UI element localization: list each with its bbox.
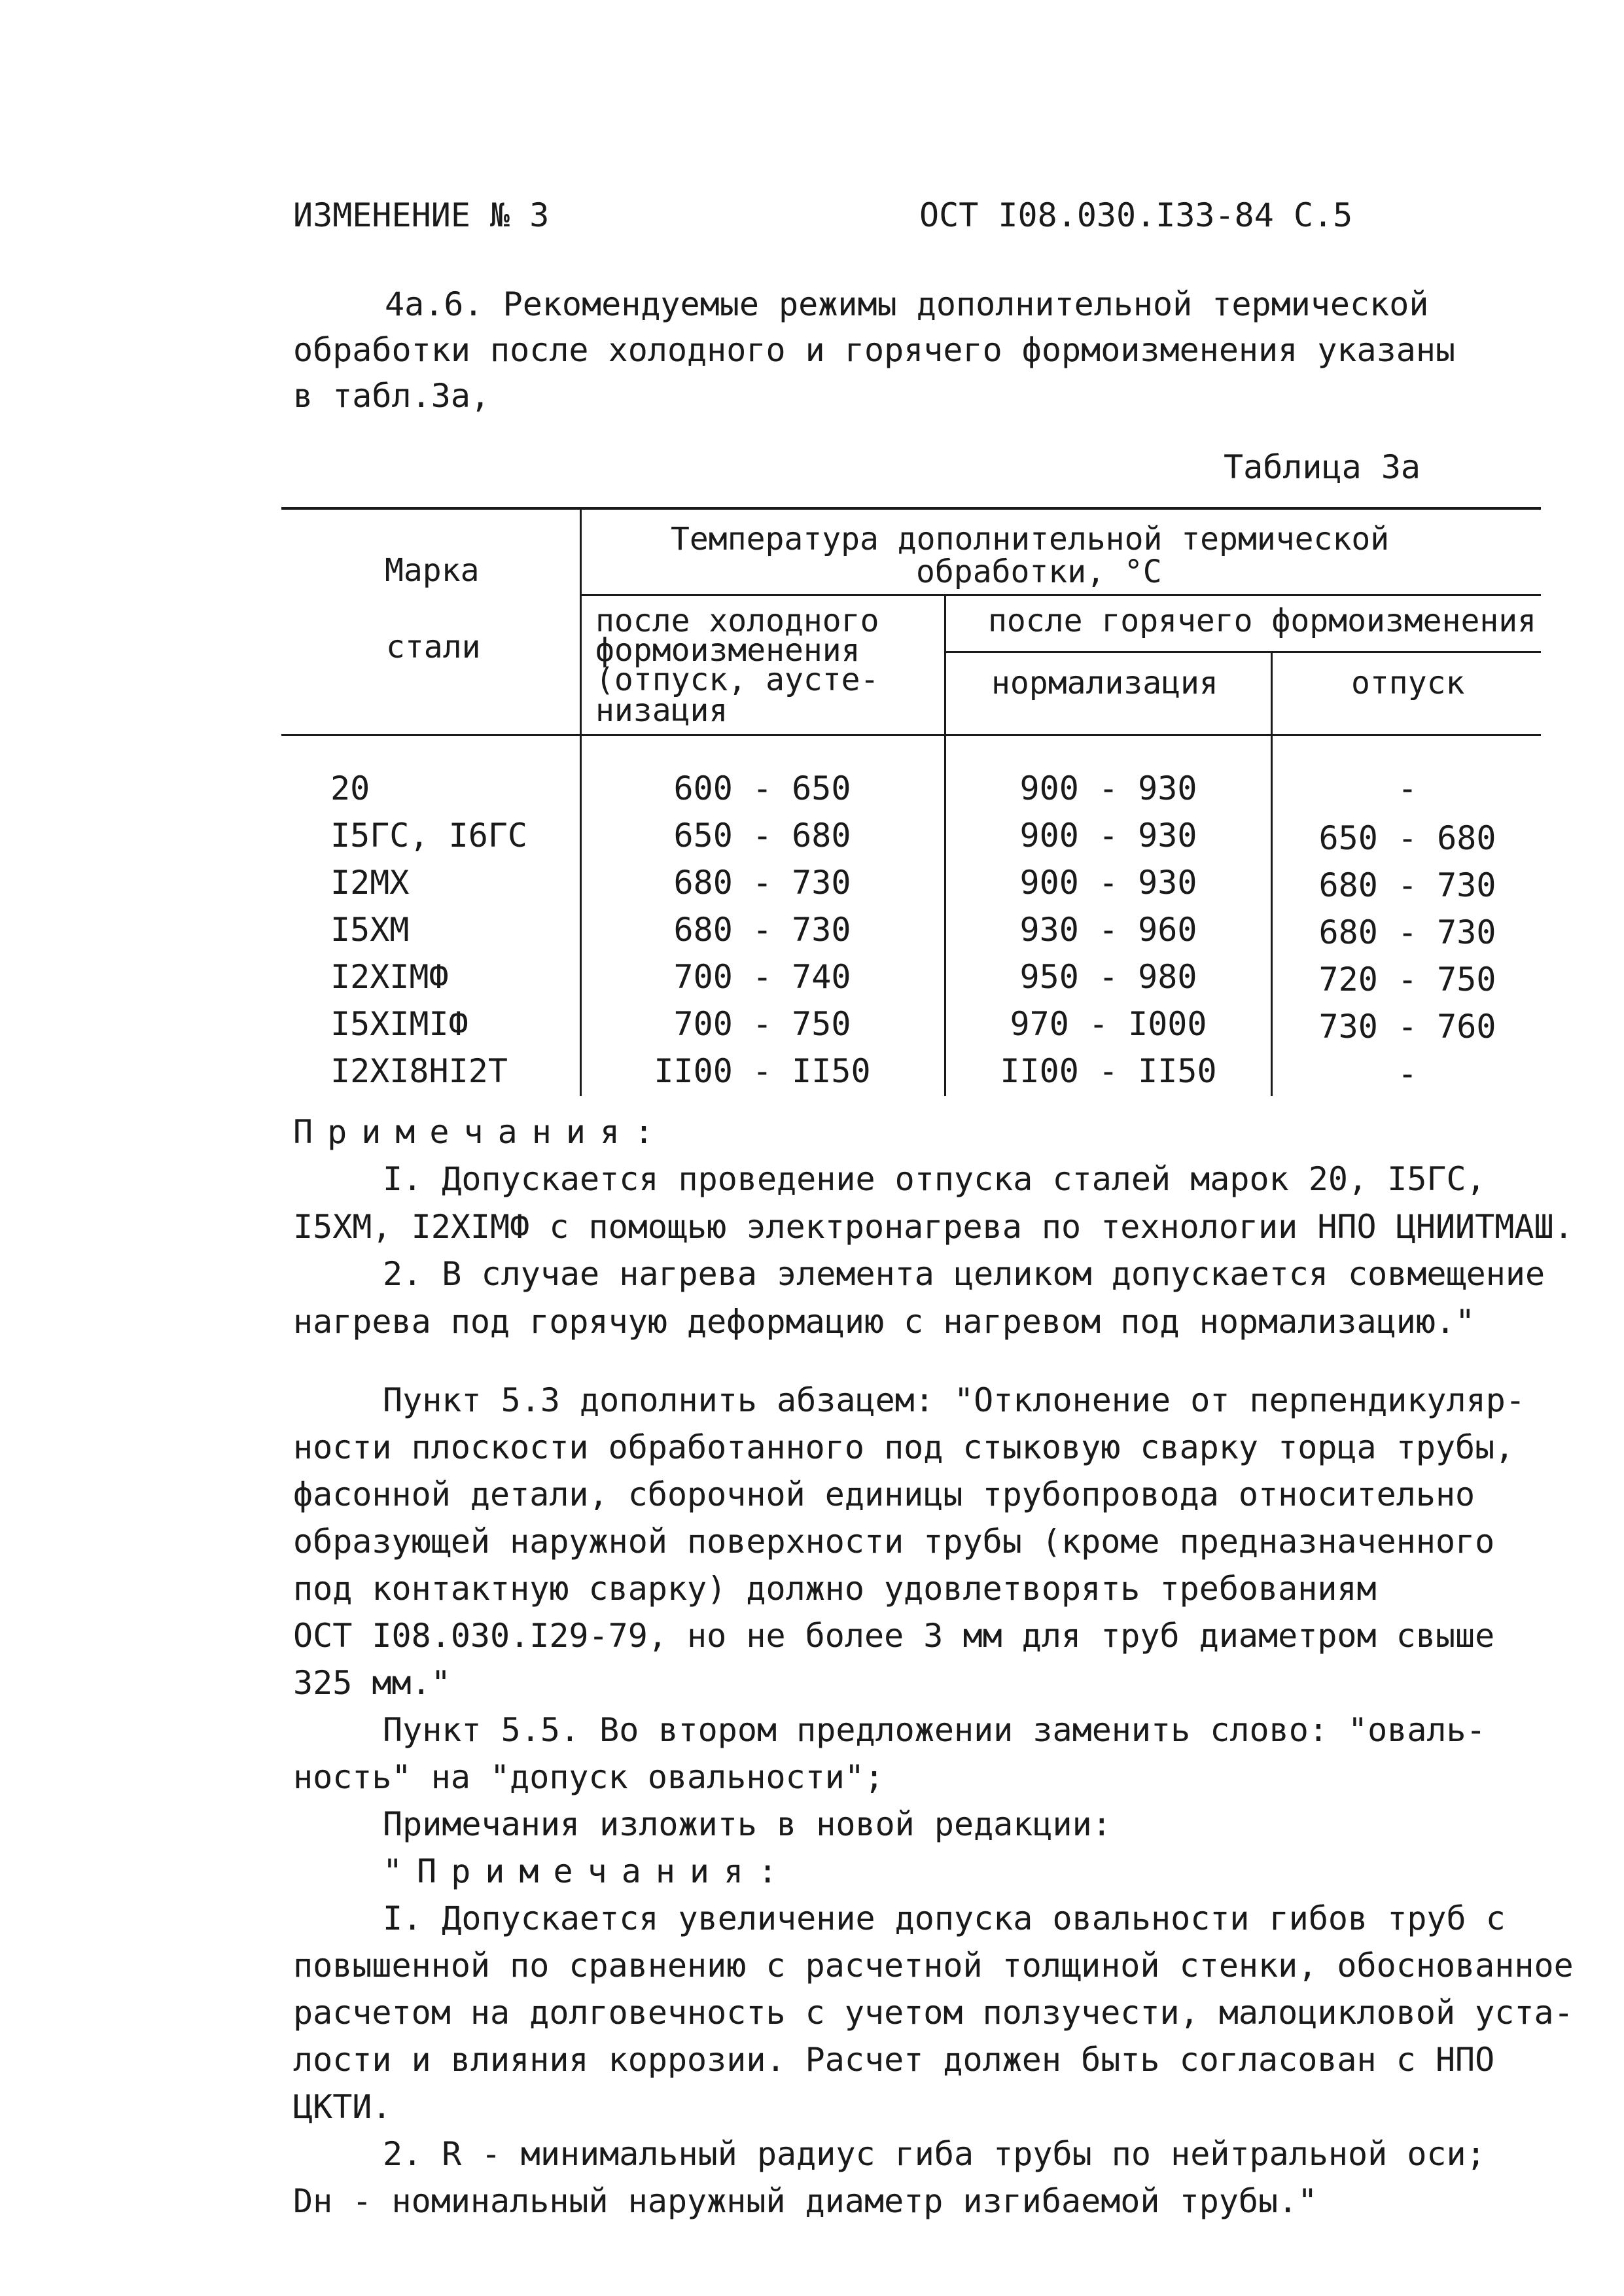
header-grade: стали [386, 629, 481, 665]
cell-tempering: 720 - 750 [1318, 961, 1496, 998]
header-cold: после холодного [595, 603, 879, 639]
cell-normalization: 970 - I000 [1010, 1005, 1207, 1043]
intro-line: 4а.6. Рекомендуемые режимы дополнительной термической [385, 285, 1429, 323]
notes-title: Примечания: [293, 1113, 669, 1151]
cell-normalization: 900 - 930 [1019, 864, 1197, 902]
table-column-rule [580, 507, 582, 1096]
paragraph-line: фасонной детали, сборочной единицы трубопровода относительно [293, 1475, 1475, 1513]
cell-grade: I2МХ [330, 864, 410, 902]
cell-grade: I2ХI8НI2Т [330, 1052, 508, 1090]
header-cold: формоизменения [595, 632, 860, 669]
paragraph-line: ОСТ I08.030.I29-79, но не более 3 мм для труб диаметром свыше [293, 1617, 1495, 1655]
cell-cold: 680 - 730 [673, 864, 851, 902]
cell-tempering: 680 - 730 [1318, 913, 1496, 951]
intro-line: в табл.3а, [293, 377, 491, 415]
header-normalization: нормализация [991, 665, 1218, 701]
note-line: I5ХМ, I2ХIМФ с помощью электронагрева по технологии НПО ЦНИИТМАШ. [293, 1208, 1574, 1246]
cell-cold: 650 - 680 [673, 817, 851, 855]
header-hot: после горячего формоизменения [988, 603, 1537, 639]
note-line: I. Допускается увеличение допуска овальности гибов труб с [383, 1899, 1506, 1937]
cell-cold: 700 - 740 [673, 958, 851, 996]
paragraph-line: под контактную сварку) должно удовлетворять требованиям [293, 1570, 1377, 1608]
cell-normalization: 950 - 980 [1019, 958, 1197, 996]
table-caption: Таблица 3а [1224, 448, 1421, 486]
note-line: I. Допускается проведение отпуска сталей марок 20, I5ГС, [383, 1160, 1486, 1198]
table-header-rule [945, 651, 1541, 653]
doc-reference: ОСТ I08.030.I33-84 С.5 [919, 196, 1353, 234]
cell-grade: I5ГС, I6ГС [330, 817, 528, 855]
paragraph-line: Пункт 5.3 дополнить абзацем: "Отклонение от перпендикуляр- [383, 1381, 1525, 1419]
cell-tempering: 680 - 730 [1318, 866, 1496, 904]
paragraph-line: образующей наружной поверхности трубы (кроме предназначенного [293, 1523, 1495, 1561]
table-header-rule [581, 594, 1541, 596]
cell-normalization: 900 - 930 [1019, 817, 1197, 855]
note-line: нагрева под горячую деформацию с нагревом под нормализацию." [293, 1303, 1475, 1341]
cell-tempering: - [1397, 769, 1418, 807]
table-body-rule [281, 734, 1541, 736]
paragraph-line: ность" на "допуск овальности"; [293, 1758, 885, 1796]
cell-grade: I2ХIМФ [330, 958, 449, 996]
note-line: ЦКТИ. [293, 2088, 392, 2126]
notes-title: "Примечания: [383, 1852, 792, 1890]
note-line: лости и влияния коррозии. Расчет должен быть согласован с НПО [293, 2041, 1495, 2079]
intro-line: обработки после холодного и горячего формоизменения указаны [293, 331, 1456, 369]
note-line: 2. R - минимальный радиус гиба трубы по нейтральной оси; [383, 2135, 1486, 2173]
cell-cold: 680 - 730 [673, 911, 851, 949]
cell-tempering: 650 - 680 [1318, 819, 1496, 857]
note-line: повышенной по сравнению с расчетной толщиной стенки, обоснованное [293, 1947, 1574, 1985]
cell-grade: 20 [330, 769, 370, 807]
header-cold: (отпуск, аусте- [595, 662, 879, 698]
header-tempering: отпуск [1351, 665, 1465, 701]
cell-cold: II00 - II50 [654, 1052, 871, 1090]
paragraph-line: Примечания изложить в новой редакции: [383, 1805, 1112, 1843]
table-top-rule [281, 507, 1541, 510]
header-cold: низация [595, 692, 728, 729]
paragraph-line: ности плоскости обработанного под стыковую сварку торца трубы, [293, 1428, 1515, 1466]
cell-grade: I5ХМ [330, 911, 410, 949]
cell-tempering: 730 - 760 [1318, 1008, 1496, 1046]
cell-tempering: - [1397, 1055, 1418, 1093]
change-label: ИЗМЕНЕНИЕ № 3 [293, 196, 550, 234]
table-column-rule [1271, 651, 1273, 1096]
cell-cold: 600 - 650 [673, 769, 851, 807]
paragraph-line: Пункт 5.5. Во втором предложении заменить слово: "оваль- [383, 1711, 1486, 1749]
paragraph-line: 325 мм." [293, 1664, 451, 1702]
header-grade: Марка [385, 552, 480, 589]
cell-cold: 700 - 750 [673, 1005, 851, 1043]
note-line: 2. В случае нагрева элемента целиком допускается совмещение [383, 1255, 1545, 1293]
cell-normalization: II00 - II50 [1000, 1052, 1217, 1090]
table-column-rule [944, 594, 946, 1096]
note-line: расчетом на долговечность с учетом ползучести, малоцикловой уста- [293, 1994, 1574, 2032]
cell-normalization: 930 - 960 [1019, 911, 1197, 949]
header-temperature: обработки, °С [916, 554, 1162, 590]
header-temperature: Температура дополнительной термической [671, 521, 1390, 557]
note-line: Dн - номинальный наружный диаметр изгибаемой трубы." [293, 2182, 1318, 2220]
cell-grade: I5ХIМIФ [330, 1005, 468, 1043]
cell-normalization: 900 - 930 [1019, 769, 1197, 807]
